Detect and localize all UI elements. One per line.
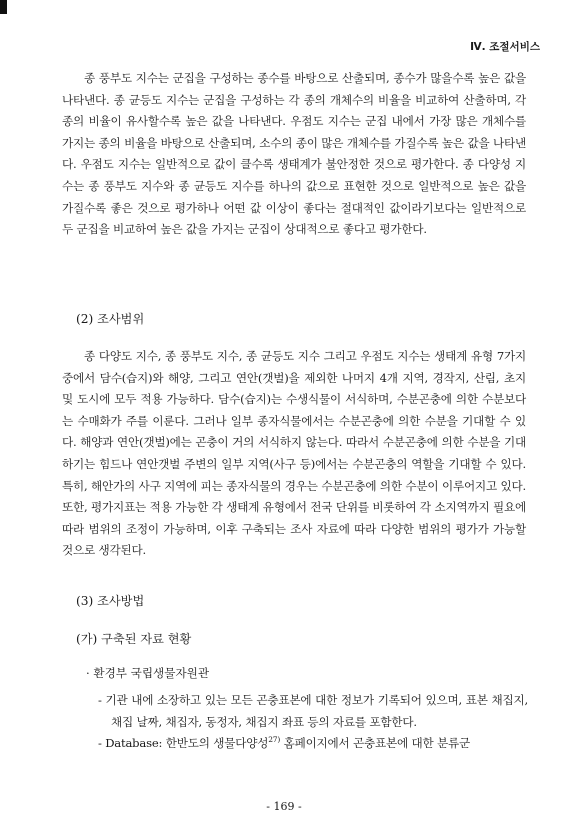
- page-corner-mark: [0, 0, 7, 14]
- heading-current-data: (가) 구축된 자료 현황: [76, 632, 192, 646]
- paragraph-survey-scope: 종 다양도 지수, 종 풍부도 지수, 종 균등도 지수 그리고 우점도 지수는 생태계 유형 7가지 중에서 담수(습지)와 해양, 그리고 연안(갯벌)을 제외한 나머지 4개 지역, 경작지, 산림, 초지 및 도시에 모두 적용 가능하다. 담수(습지)는 수생식물이 서식하며, 수분곤충에 의한 수분보다는 수매화가 주를 이룬다. 그러나 일부 종자식물에서는 수분곤충에 의한 수분을 기대할 수 있다. 해양과 연안(갯벌)에는 곤충이 거의 서식하지 않는다. 따라서 수분곤충에 의한 수분을 기대하기는 힘드나 연안갯벌 주변의 일부 지역(사구 등)에서는 수분곤충의 역할을 기대할 수 있다. 특히, 해안가의 사구 지역에 피는 종자식물의 경우는 수분곤충에 의한 수분이 이루어지고 있다. 또한, 평가지표는 적용 가능한 각 생태계 유형에서 전국 단위를 비롯하여 각 소지역까지 필요에 따라 범위의 조정이 가능하며, 이후 구축되는 조사 자료에 따라 다양한 범위의 평가가 가능할 것으로 생각된다.: [62, 349, 526, 558]
- bullet-institution: · 환경부 국립생물자원관: [86, 666, 210, 680]
- running-header: Ⅳ. 조절서비스: [470, 41, 540, 53]
- heading-survey-method: (3) 조사방법: [76, 594, 145, 608]
- dash-list: [98, 690, 528, 755]
- heading-survey-scope: (2) 조사범위: [76, 312, 145, 326]
- list-item-text: - Database: 한반도의 생물다양성: [98, 736, 269, 750]
- list-item-text-cont: 홈페이지에서 곤충표본에 대한 분류군: [280, 736, 471, 750]
- page-number: - 169 -: [266, 800, 302, 813]
- paragraph-diversity-indices: 종 풍부도 지수는 군집을 구성하는 종수를 바탕으로 산출되며, 종수가 많을수록 높은 값을 나타낸다. 종 균등도 지수는 군집을 구성하는 각 종의 개체수의 비율을 비교하여 산출하며, 각 종의 비율이 유사할수록 높은 값을 나타낸다. 우점도 지수는 군집 내에서 가장 많은 개체수를 가지는 종의 비율을 바탕으로 산출되며, 소수의 종이 많은 개체수를 가질수록 높은 값을 나타낸다. 우점도 지수는 일반적으로 값이 클수록 생태계가 불안정한 것으로 평가한다. 종 다양성 지수는 종 풍부도 지수와 종 균등도 지수를 하나의 값으로 표현한 것으로 일반적으로 높은 값을 가질수록 좋은 것으로 평가하나 어떤 값 이상이 좋다는 절대적인 값이라기보다는 일반적으로 두 군집을 비교하여 높은 값을 가지는 군집이 상대적으로 좋다고 평가한다.: [62, 71, 526, 237]
- list-item: - 기관 내에 소장하고 있는 모든 곤충표본에 대한 정보가 기록되어 있으며, 표본 채집지, 채집 날짜, 채집자, 동정자, 채집지 좌표 등의 자료를 포함한다.: [98, 693, 528, 729]
- list-item: [98, 733, 528, 755]
- footnote-ref[interactable]: 27): [268, 735, 281, 745]
